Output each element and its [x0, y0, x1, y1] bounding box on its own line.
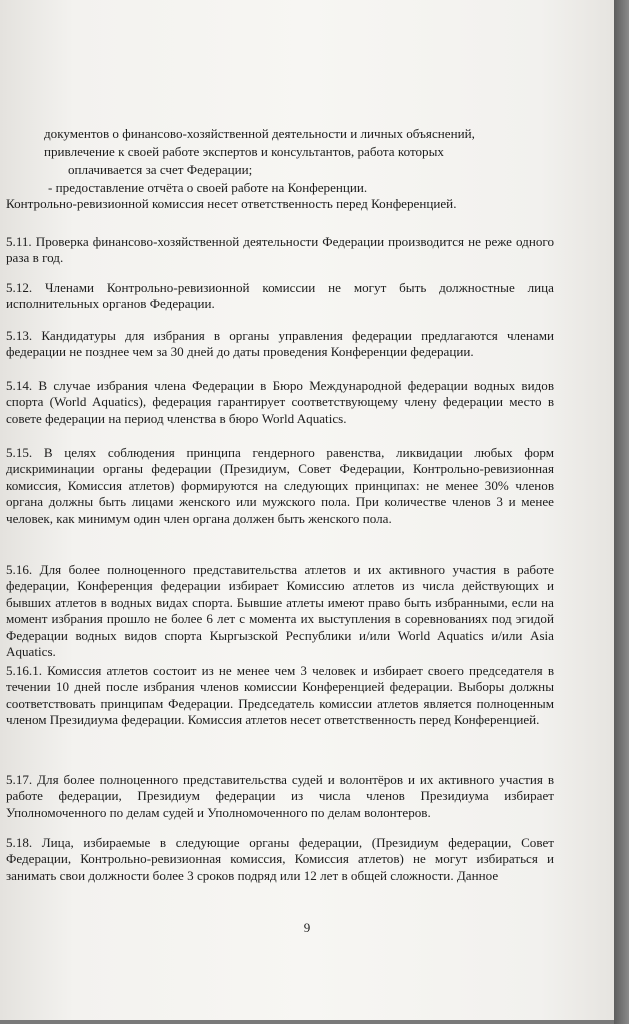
paragraph-5-17: 5.17. Для более полноценного представительства судей и волонтёров и их активного участия в работе федерации, Президиум федерации из числа членов Президиума избирает Уполномоченного по делам судей и Уполномоченного по делам волонтеров.: [6, 772, 554, 820]
intro-tail: Контрольно-ревизионной комиссия несет ответственность перед Конференцией.: [6, 196, 457, 211]
paragraph-5-16: 5.16. Для более полноценного представительства атлетов и их активного участия в работе федерации, Конференция федерации избирает Комиссию атлетов из числа действующих и бывших атлетов в водных видах спорта. Бывшие атлеты имеют право быть избранными, если на момент избрания прошло не более 6 лет с момента их выступления в соревнованиях под эгидой Федерации водных видов спорта Кыргызской Республики и/или World Aquatics и/или Asia Aquatics.: [6, 562, 554, 660]
paragraph-5-11: 5.11. Проверка финансово-хозяйственной деятельности Федерации производится не реже одного раза в год.: [6, 234, 554, 266]
intro-line: - предоставление отчёта о своей работе на Конференции.: [48, 180, 368, 195]
paragraph-5-12: 5.12. Членами Контрольно-ревизионной комиссии не могут быть должностные лица исполнительных органов Федерации.: [6, 280, 554, 312]
paragraph-5-14: 5.14. В случае избрания члена Федерации в Бюро Международной федерации водных видов спорта (World Aquatics), федерация гарантирует соответствующему члену федерации место в совете федерации на период членства в бюро World Aquatics.: [6, 378, 554, 426]
intro-line: оплачивается за счет Федерации;: [68, 162, 253, 177]
page-number: 9: [303, 920, 311, 935]
paragraph-5-15: 5.15. В целях соблюдения принципа гендерного равенства, ликвидации любых форм дискриминации органы федерации (Президиум, Совет Федерации, Контрольно-ревизионная комиссия, Комиссия атлетов) формируются на следующих принципах: не менее 30% членов органа должны быть лицами женского или мужского пола. При количестве членов 3 и менее человек, как минимум один член органа должен быть женского пола.: [6, 445, 554, 526]
paragraph-5-16-1: 5.16.1. Комиссия атлетов состоит из не менее чем 3 человек и избирает своего председателя в течении 10 дней после избрания членов комиссии Конференцией федерации. Выборы должны соответствовать принципам Федерации. Председатель комиссии атлетов является полноценным членом Президиума федерации. Комиссия атлетов несет ответственность перед Конференцией.: [6, 663, 554, 728]
intro-line: привлечение к своей работе экспертов и консультантов, работа которых: [44, 144, 444, 159]
paragraph-5-13: 5.13. Кандидатуры для избрания в органы управления федерации предлагаются членами федерации не позднее чем за 30 дней до даты проведения Конференции федерации.: [6, 328, 554, 360]
page-edge-shadow: [614, 0, 629, 1024]
paragraph-5-18: 5.18. Лица, избираемые в следующие органы федерации, (Президиум федерации, Совет Федерации, Контрольно-ревизионная комиссия, Комиссия атлетов) не могут избираться и занимать свои должности более 3 сроков подряд или 12 лет в общей сложности. Данное: [6, 835, 554, 883]
intro-line: документов о финансово-хозяйственной деятельности и личных объяснений,: [44, 126, 475, 141]
